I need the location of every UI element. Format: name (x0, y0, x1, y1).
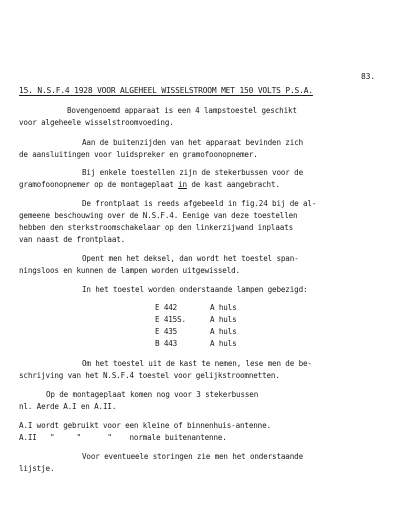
lamp-base: A huls (210, 327, 237, 336)
lamp-base: A huls (210, 303, 237, 312)
paragraph-1-line-1: Bovengenoemd apparaat is een 4 lampstoestel geschikt (67, 106, 297, 115)
paragraph-5-line-2: ningsloos en kunnen de lampen worden uitgewisseld. (19, 266, 240, 275)
paragraph-6: In het toestel worden onderstaande lampen gebezigd: (82, 285, 308, 294)
emphasis-in: in (178, 180, 187, 189)
lamp-type: E 435 (155, 327, 178, 336)
paragraph-8-line-2: nl. Aerde A.I en A.II. (19, 402, 117, 411)
lamp-type: E 442 (155, 303, 178, 312)
paragraph-9-line-1: A.I wordt gebruikt voor een kleine of binnenhuis-antenne. (19, 421, 271, 430)
paragraph-9-line-2: A.II " " " normale buitenantenne. (19, 433, 227, 442)
paragraph-7-line-1: Om het toestel uit de kast te nemen, lese men de be- (82, 359, 312, 368)
lamp-type: B 443 (155, 339, 178, 348)
paragraph-7-line-2: schrijving van het N.S.F.4 toestel voor gelijkstroomnetten. (19, 371, 280, 380)
paragraph-2-line-1: Aan de buitenzijden van het apparaat bevinden zich (82, 138, 303, 147)
lamp-base: A huls (210, 315, 237, 324)
paragraph-4-line-1: De frontplaat is reeds afgebeeld in fig.24 bij de al- (82, 199, 317, 208)
paragraph-4-line-4: van naast de frontplaat. (19, 235, 126, 244)
lamp-type: E 415S. (155, 315, 186, 324)
paragraph-8-line-1: Op de montageplaat komen nog voor 3 stekerbussen (46, 390, 259, 399)
paragraph-3-line-2 (19, 180, 280, 189)
lamp-base: A huls (210, 339, 237, 348)
paragraph-10-line-2: lijstje. (19, 464, 55, 473)
paragraph-2-line-2: de aansluitingen voor luidspreker en gramofoonopnemer. (19, 150, 258, 159)
page-number: 83. (361, 72, 375, 81)
paragraph-10-line-1: Voor eventueele storingen zie men het onderstaande (82, 452, 303, 461)
section-title: 15. N.S.F.4 1928 VOOR ALGEHEEL WISSELSTROOM MET 150 VOLTS P.S.A. (19, 86, 313, 95)
paragraph-3-line-2-end: de kast aangebracht. (186, 180, 280, 189)
paragraph-3-line-1: Bij enkele toestellen zijn de stekerbussen voor de (82, 168, 303, 177)
paragraph-3-line-2-start: gramofoonopnemer op de montageplaat (19, 180, 179, 189)
paragraph-5-line-1: Opent men het deksel, dan wordt het toestel span- (82, 254, 299, 263)
paragraph-1-line-2: voor algeheele wisselstroomvoeding. (19, 118, 174, 127)
paragraph-4-line-3: hebben den sterkstroomschakelaar op den linkerzijwand inplaats (19, 223, 294, 232)
paragraph-4-line-2: gemeene beschouwing over de N.S.F.4. Eenige van deze toestellen (19, 211, 298, 220)
